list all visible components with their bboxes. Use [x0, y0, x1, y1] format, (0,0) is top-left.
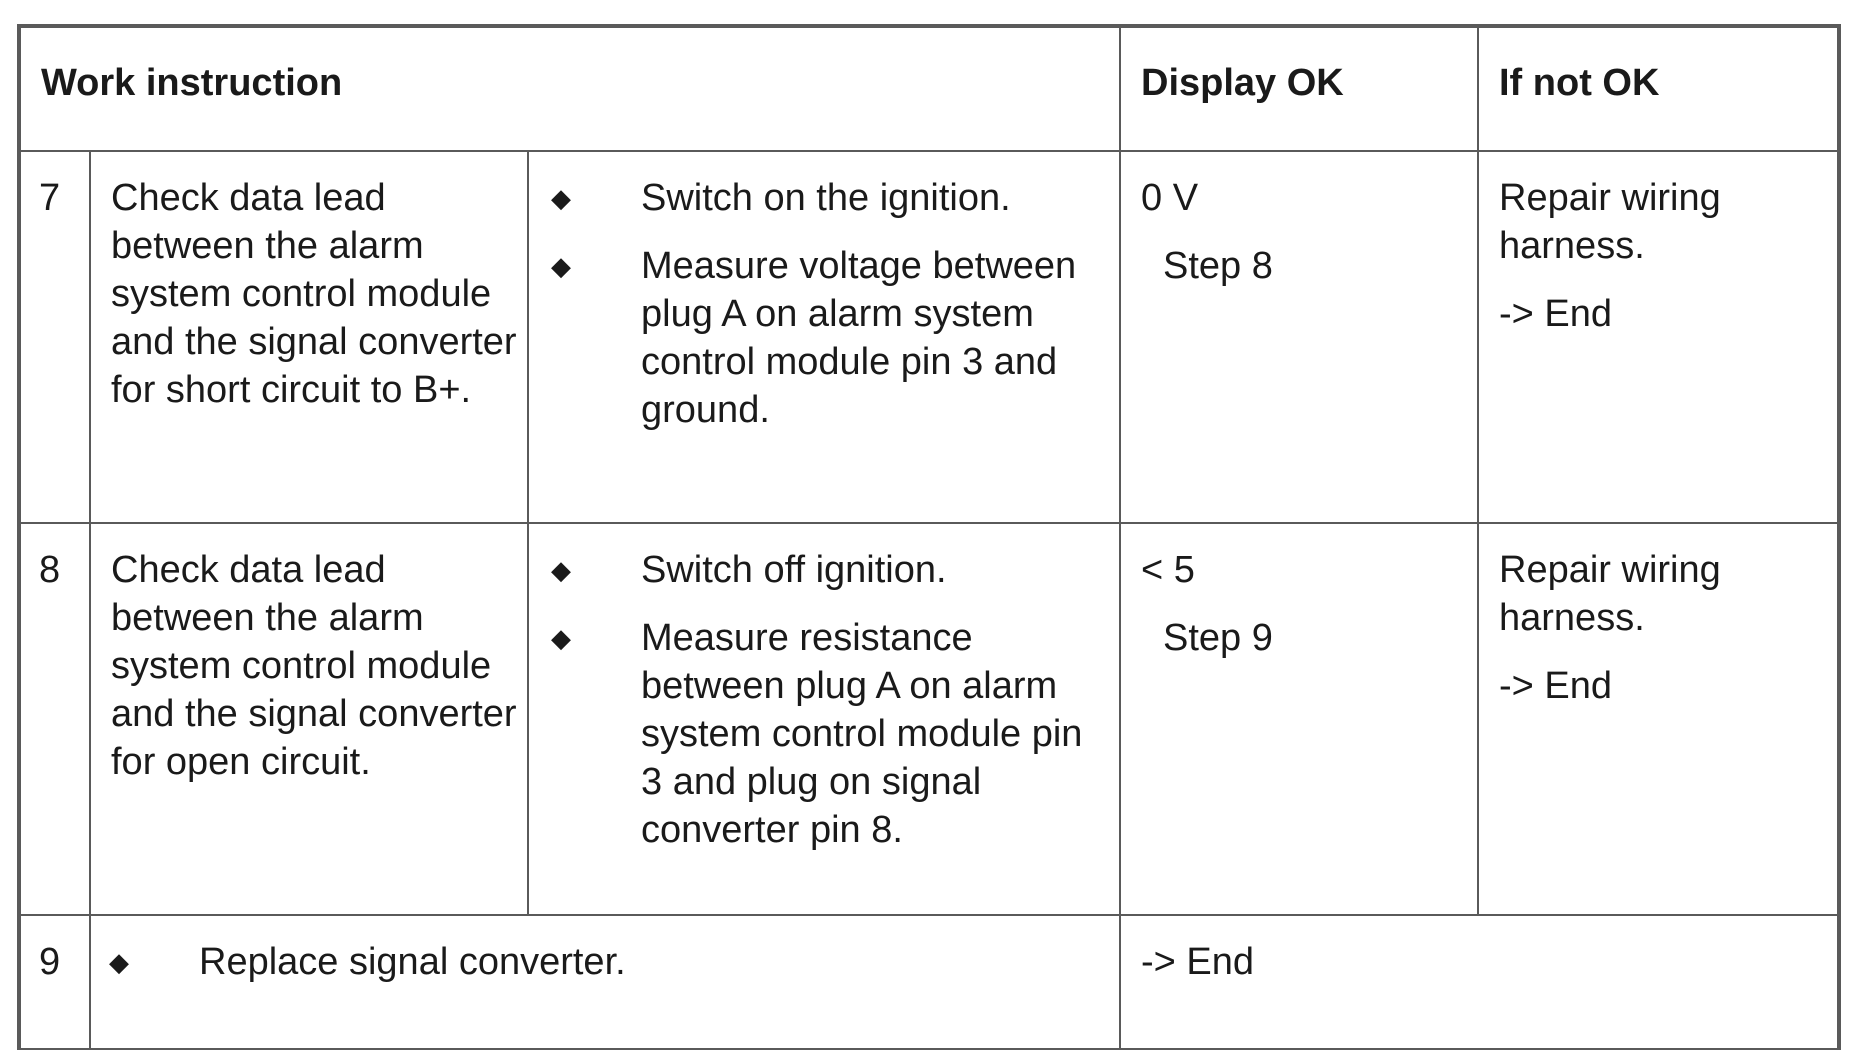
action-item	[551, 546, 1109, 594]
display-value: < 5	[1141, 549, 1195, 591]
table-row	[20, 523, 1838, 915]
action-text: Measure voltage between plug A on alarm system control module pin 3 and ground.	[641, 245, 1077, 431]
action-text: Switch on the ignition.	[641, 177, 1011, 219]
step-actions	[528, 523, 1120, 915]
end-marker: -> End	[1499, 665, 1613, 707]
step-number: 8	[20, 523, 90, 915]
step-number: 7	[20, 151, 90, 523]
bullet-diamond-icon: ◆	[551, 555, 571, 585]
bullet-diamond-icon: ◆	[551, 183, 571, 213]
display-ok-cell	[1120, 523, 1478, 915]
document-page	[19, 26, 1839, 1050]
display-ok-cell	[1120, 151, 1478, 523]
step-description: Check data lead between the alarm system control module and the signal converter for open circuit.	[90, 523, 528, 915]
display-value: 0 V	[1141, 177, 1199, 219]
next-step-link: Step 8	[1163, 245, 1273, 287]
action-item	[109, 938, 1109, 986]
step-description: Check data lead between the alarm system control module and the signal converter for short circuit to B+.	[90, 151, 528, 523]
if-not-ok-cell	[1478, 151, 1838, 523]
end-marker: -> End	[1499, 293, 1613, 335]
if-not-ok-header: If not OK	[1478, 27, 1838, 151]
if-not-ok-cell	[1478, 523, 1838, 915]
display-ok-header: Display OK	[1120, 27, 1478, 151]
bullet-diamond-icon: ◆	[551, 623, 571, 653]
bullet-diamond-icon: ◆	[109, 947, 129, 977]
action-text: Switch off ignition.	[641, 549, 947, 591]
next-step-link: Step 9	[1163, 617, 1273, 659]
action-item	[551, 614, 1109, 854]
action-item	[551, 242, 1109, 434]
step-number: 9	[20, 915, 90, 1049]
remedy-text: Repair wiring harness.	[1499, 177, 1721, 267]
remedy-text: Repair wiring harness.	[1499, 549, 1721, 639]
step-actions	[90, 915, 1120, 1049]
table-header-row	[20, 27, 1838, 151]
step-actions	[528, 151, 1120, 523]
action-item	[551, 174, 1109, 222]
work-instruction-header: Work instruction	[20, 27, 1120, 151]
action-text: Replace signal converter.	[199, 941, 626, 983]
table-row	[20, 915, 1838, 1049]
action-text: Measure resistance between plug A on alarm system control module pin 3 and plug on signal converter pin 8.	[641, 617, 1083, 851]
end-marker: -> End	[1141, 941, 1255, 983]
display-ok-cell	[1120, 915, 1838, 1049]
work-instruction-table	[19, 26, 1839, 1050]
table-row	[20, 151, 1838, 523]
bullet-diamond-icon: ◆	[551, 251, 571, 281]
